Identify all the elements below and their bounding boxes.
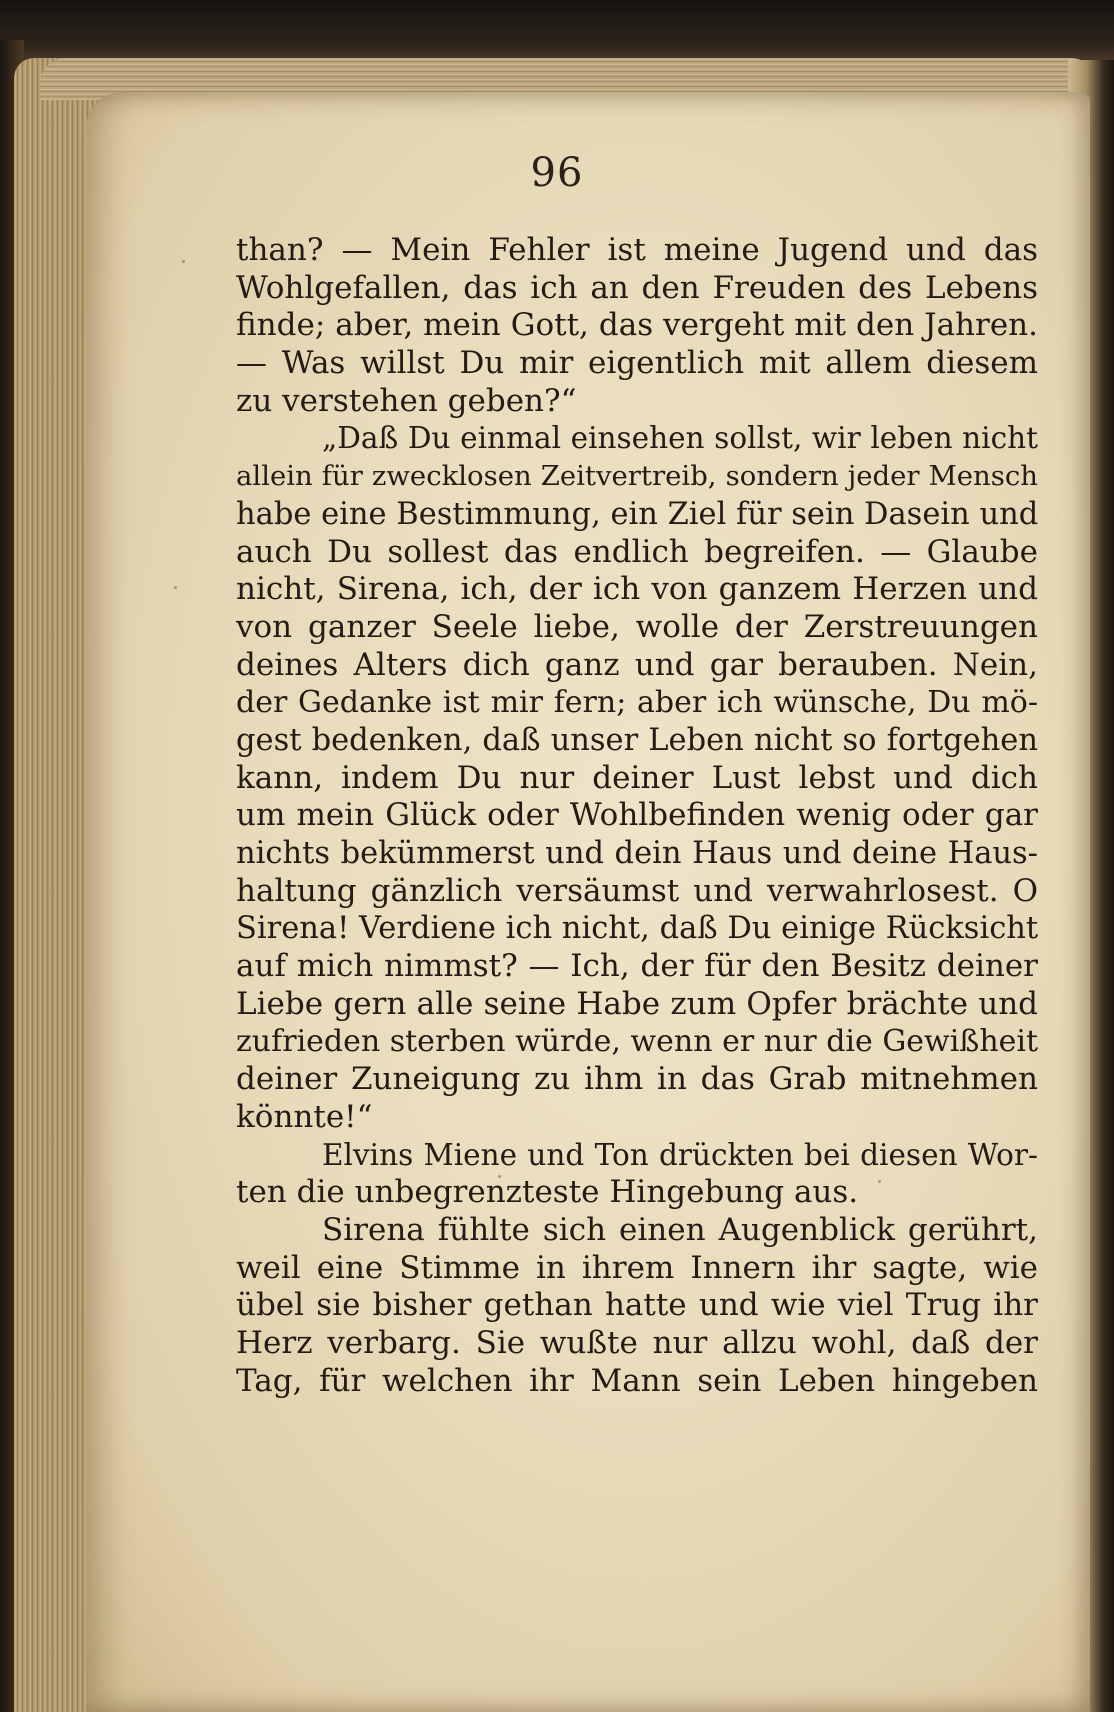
text-line: zu verstehen geben?“ (236, 382, 577, 419)
text-line: „Daß Du einmal einsehen sollst, wir leben nicht (322, 421, 1038, 456)
page-body-text (236, 232, 1038, 1400)
paper-speck (182, 260, 185, 263)
text-line: Sirena fühlte sich einen Augenblick gerührt, (322, 1211, 1038, 1248)
text-line: haltung gänzlich versäumst und verwahrlosest. O (236, 872, 1038, 909)
paper-speck (174, 586, 177, 589)
text-line: könnte!“ (236, 1098, 373, 1135)
text-line: auch Du sollest das endlich begreifen. — Glaube (236, 533, 1038, 570)
text-line: — Was willst Du mir eigentlich mit allem diesem (236, 345, 1038, 382)
text-line: Sirena! Verdiene ich nicht, daß Du einige Rücksicht (236, 911, 1039, 947)
text-line: deines Alters dich ganz und gar berauben. Nein, (236, 646, 1038, 683)
text-line: allein für zwecklosen Zeitvertreib, sondern jeder Mensch (236, 460, 1038, 493)
text-line: Wohlgefallen, das ich an den Freuden des Lebens (236, 269, 1038, 306)
text-line: kann, indem Du nur deiner Lust lebst und dich (236, 759, 1038, 796)
text-line: Elvins Miene und Ton drückten bei diesen Wor- (322, 1137, 1038, 1172)
text-line: auf mich nimmst? — Ich, der für den Besitz deiner (236, 948, 1038, 985)
text-line: gest bedenken, daß unser Leben nicht so fortgehen (236, 722, 1038, 758)
text-line: nichts bekümmerst und dein Haus und deine Haus- (236, 836, 1038, 871)
text-line: um mein Glück oder Wohlbefinden wenig oder gar (236, 797, 1038, 834)
paragraph (236, 232, 1038, 420)
text-line: von ganzer Seele liebe, wolle der Zerstreuungen (236, 608, 1038, 645)
text-line: habe eine Bestimmung, ein Ziel für sein Dasein und (236, 496, 1039, 532)
text-line: finde; aber, mein Gott, das vergeht mit den Jahren. (236, 307, 1038, 344)
text-line: übel sie bisher gethan hatte und wie viel Trug ihr (236, 1287, 1038, 1324)
paragraph (236, 420, 1038, 1136)
paragraph (236, 1137, 1038, 1212)
text-line: than? — Mein Fehler ist meine Jugend und das (236, 232, 1038, 268)
text-line: Herz verbarg. Sie wußte nur allzu wohl, daß der (236, 1324, 1038, 1361)
text-line: nicht, Sirena, ich, der ich von ganzem Herzen und (236, 571, 1038, 608)
book-cover-top (0, 0, 1114, 62)
paragraph (236, 1212, 1038, 1400)
text-line: der Gedanke ist mir fern; aber ich wünsche, Du mö- (236, 685, 1038, 721)
text-line: Tag, für welchen ihr Mann sein Leben hingeben (236, 1362, 1038, 1399)
text-line: deiner Zuneigung zu ihm in das Grab mitnehmen (236, 1061, 1038, 1098)
text-line: zufrieden sterben würde, wenn er nur die Gewißheit (236, 1024, 1039, 1060)
text-line: ten die unbegrenzteste Hingebung aus. (236, 1174, 859, 1211)
text-line: weil eine Stimme in ihrem Innern ihr sagte, wie (236, 1249, 1038, 1286)
text-line: Liebe gern alle seine Habe zum Opfer brächte und (236, 985, 1038, 1022)
page-number: 96 (530, 150, 584, 196)
